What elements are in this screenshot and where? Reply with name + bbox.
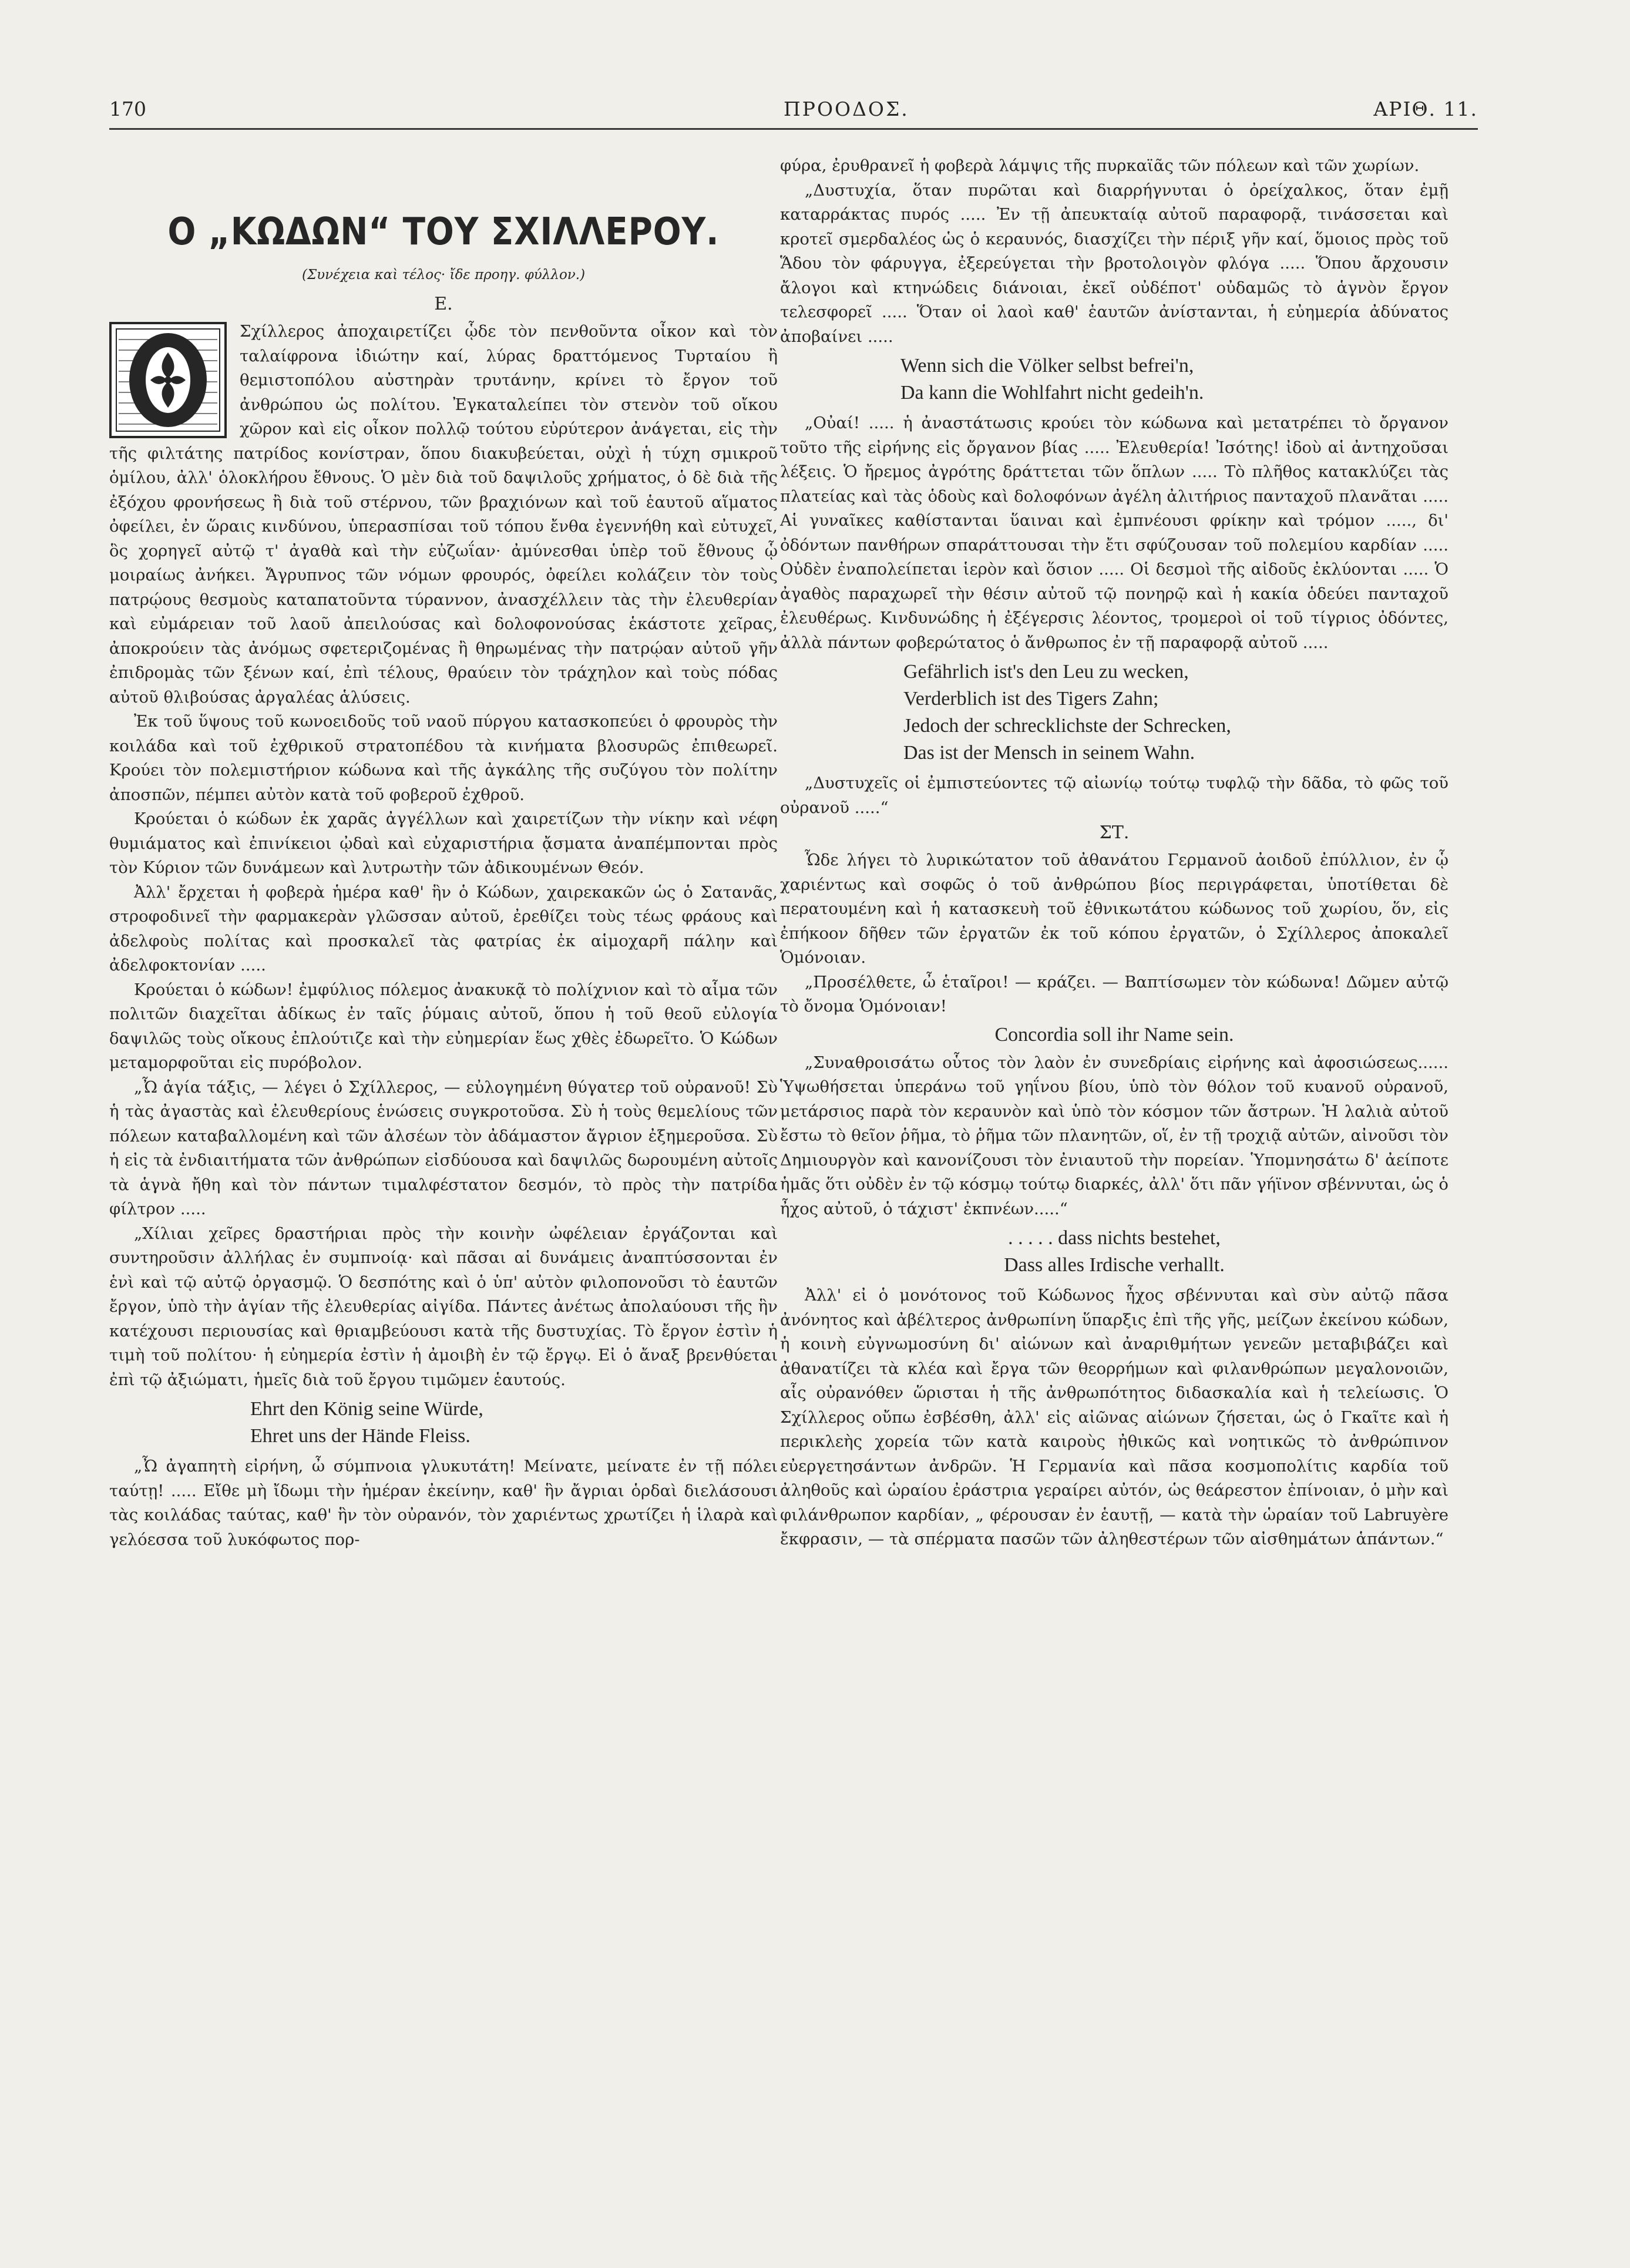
german-verse	[780, 1225, 1448, 1279]
paragraph: „Συναθροισάτω οὗτος τὸν λαὸν ἐν συνεδρίαις εἰρήνης καὶ ἀφοσιώσεως...... Ὑψωθήσεται ὑπεράνω τοῦ γηΐνου βίου, ὑπὸ τὸν θόλον τοῦ κυανοῦ οὐρανοῦ, μετάρσιος παρὰ τὸν κεραυνὸν καὶ ὑπὸ τὸν κόσμον τῶν ἄστρων. Ἡ λαλιὰ αὐτοῦ ἔστω τὸ θεῖον ῥῆμα, τὸ ῥῆμα τῶν πλανητῶν, οἵ, ἐν τῇ τροχιᾷ αὐτῶν, αἰνοῦσι τὸν Δημιουργὸν καὶ κανονίζουσι τὸν ἐνιαυτοῦ τὴν πορείαν. Ὑπομνησάτω δ' ἀείποτε ἡμᾶς ὅτι οὐδὲν ἐν τῷ κόσμῳ τούτῳ διαρκές, ἀλλ' ὅτι πᾶν γήϊνον σβέννυται, ὡς ὁ ἦχος αὐτοῦ, ὁ τάχιστ' ἐκπνέων.....“	[780, 1053, 1448, 1218]
verse-line: Dass alles Irdische verhallt.	[1004, 1254, 1225, 1276]
paragraph: φύρα, ἐρυθρανεῖ ἡ φοβερὰ λάμψις τῆς πυρκαϊᾶς τῶν πόλεων καὶ τῶν χωρίων.	[780, 156, 1420, 175]
verse-line: Da kann die Wohlfahrt nicht gedeih'n.	[900, 382, 1204, 404]
paragraph: „Δυστυχεῖς οἱ ἐμπιστεύοντες τῷ αἰωνίῳ τούτῳ τυφλῷ τὴν δᾶδα, τὸ φῶς τοῦ οὐρανοῦ .....“	[780, 774, 1448, 817]
issue-number: ΑΡΙΘ. 11.	[1373, 98, 1478, 120]
verse-line: Ehret uns der Hände Fleiss.	[250, 1425, 470, 1447]
journal-title: ΠΡΟΟΔΟΣ.	[784, 98, 909, 120]
right-column	[780, 154, 1448, 1552]
paragraph: „Ὦ ἁγία τάξις, — λέγει ὁ Σχίλλερος, — εὐλογημένη θύγατερ τοῦ οὐρανοῦ! Σὺ ἡ τὰς ἀγαστὰς καὶ ἐλευθερίους ἑνώσεις συγκροτοῦσα. Σὺ ἡ τοὺς θεμελίους τῶν πόλεων καταβαλλομένη καὶ τῶν ἀλσέων τὸν ἀδάμαστον ἄγριον ἐξημεροῦσα. Σὺ ἡ εἰς τὰ ἐνδιαιτήματα τῶν ἀνθρώπων εἰσδύουσα καὶ δαψιλῶς δωρουμένη αὐτοῖς τὰ ἁγνὰ ἤθη καὶ τὸν πάντων τιμαλφέστατον δεσμόν, τὸ πρὸς τὴν πατρίδα φίλτρον .....	[109, 1077, 778, 1218]
verse-line: Das ist der Mensch in seinem Wahn.	[903, 742, 1195, 764]
paragraph: Ὧδε λήγει τὸ λυρικώτατον τοῦ ἀθανάτου Γερμανοῦ ἀοιδοῦ ἐπύλλιον, ἐν ᾧ χαριέντως καὶ σοφῶς ὁ τοῦ ἀνθρώπου βίος περιγράφεται, ὑποτίθεται δὲ περατουμένη καὶ ἡ κατασκευὴ τοῦ ἐθνικωτάτου κώδωνος τοῦ χωρίου, ὅν, εἰς ἐπήκοον δῆθεν τῶν ἐργατῶν ἐκ τοῦ κόπου ἐργατῶν, ὁ Σχίλλερος ἀποκαλεῖ Ὁμόνοιαν.	[780, 851, 1448, 967]
verse-line: Jedoch der schrecklichste der Schrecken,	[903, 715, 1231, 737]
german-verse	[780, 658, 1448, 767]
paragraph: Ἀλλ' ἔρχεται ἡ φοβερὰ ἡμέρα καθ' ἣν ὁ Κώδων, χαιρεκακῶν ὡς ὁ Σατανᾶς, στροφοδινεῖ τὴν φαρμακερὰν γλῶσσαν αὐτοῦ, ἐρεθίζει τοὺς τέως φράους καὶ ἀδελφοὺς πολίτας καὶ προσκαλεῖ τὰς φατρίας ἐκ αἱμοχαρῆ πάλην καὶ ἀδελφοκτονίαν .....	[109, 882, 778, 975]
verse-line: Gefährlich ist's den Leu zu wecken,	[903, 661, 1189, 683]
paragraph: Ἐκ τοῦ ὕψους τοῦ κωνοειδοῦς τοῦ ναοῦ πύργου κατασκοπεύει ὁ φρουρὸς τὴν κοιλάδα καὶ τοῦ ἐχθρικοῦ στρατοπέδου τὰ κινήματα βλοσυρῶς ἐπιθεωρεῖ. Κρούει τὸν πολεμιστήριον κώδωνα καὶ τῆς ἀγκάλης τῆς συζύγου τὸν πολίτην ἀποσπῶν, πέμπει αὐτὸν κατὰ τοῦ φοβεροῦ ἐχθροῦ.	[109, 712, 778, 804]
page-number: 170	[109, 98, 146, 120]
ornamental-initial-omicron-icon	[109, 322, 227, 438]
paragraph: „Δυστυχία, ὅταν πυρῶται καὶ διαρρήγνυται ὁ ὀρείχαλκος, ὅταν ἐμῇ καταρράκτας πυρός ..... Ἐν τῇ ἀπευκταίᾳ αὐτοῦ παραφορᾷ, τινάσσεται καὶ κροτεῖ σμερδαλέος ὡς ὁ κεραυνός, διασχίζει τὴν πέριξ γῆν καί, ὅμοιος πρὸς τοῦ Ἅδου τὸν φάρυγγα, ἐξερεύγεται τὴν βροτολοιγὸν φλόγα ..... Ὅπου ἄρχουσιν ἄλογοι καὶ κτηνώδεις διάνοιαι, ἐκεῖ οὐδέποτ' οὐδαμῶς τὸ ἁγνὸν ἔργον τελεσφορεῖ ..... Ὅταν οἱ λαοὶ καθ' ἑαυτῶν ἀνίστανται, ἡ εὐημερία ἀδύνατος ἀποβαίνει .....	[780, 180, 1448, 346]
paragraph: Κρούεται ὁ κώδων ἐκ χαρᾶς ἀγγέλλων καὶ χαιρετίζων τὴν νίκην καὶ νέφη θυμιάματος καὶ ἐπινίκειοι ᾠδαὶ καὶ εὐχαριστήρια ᾄσματα ἀναπέμπονται πρὸς τὸν Κύριον τῶν δυνάμεων καὶ λυτρωτὴν τῶν ἀδικουμένων Θεόν.	[109, 809, 778, 877]
section-heading-e: Ε.	[434, 294, 453, 314]
verse-line: . . . . . dass nichts bestehet,	[1008, 1227, 1221, 1249]
paragraph: „Χίλιαι χεῖρες δραστήριαι πρὸς τὴν κοινὴν ὠφέλειαν ἐργάζονται καὶ συντηροῦσιν ἀλλήλας ἐν συμπνοίᾳ· καὶ πᾶσαι αἱ δυνάμεις ἀναπτύσσονται ἐν ἑνὶ καὶ τῷ αὐτῷ ὀργασμῷ. Ὁ δεσπότης καὶ ὁ ὑπ' αὐτὸν φιλοπονοῦσι τὸ ἑαυτῶν ἔργον, ὑπὸ τὴν ἁγίαν τῆς ἐλευθερίας αἰγίδα. Πάντες ἀνέτως ἀπολαύουσι τῆς ἣν κατέχουσι περιουσίας καὶ θριαμβεύουσι κατὰ τῆς δυστυχίας. Τὸ ἔργον ἐστὶν ἡ τιμὴ τοῦ πολίτου· ἡ εὐημερία ἐστὶν ἡ ἀμοιβὴ ἐν τῷ ἔργῳ. Εἰ ὁ ἄναξ βρενθύεται ἐπὶ τῷ ἀξιώματι, ἡμεῖς διὰ τοῦ ἔργου τιμῶμεν ἑαυτούς.	[109, 1224, 778, 1389]
running-header	[109, 93, 1478, 127]
verse-line: Verderblich ist des Tigers Zahn;	[903, 688, 1159, 710]
article-subtitle: (Συνέχεια καὶ τέλος· ἴδε προηγ. φύλλον.)	[301, 267, 586, 283]
verse-line: Ehrt den König seine Würde,	[250, 1398, 483, 1420]
article-title: Ο „ΚΩΔΩΝ“ ΤΟΥ ΣΧΙΛΛΕΡΟΥ.	[167, 210, 720, 254]
german-verse	[109, 1396, 778, 1450]
german-verse-concordia: Concordia soll ihr Name sein.	[994, 1023, 1234, 1046]
verse-line: Wenn sich die Völker selbst befrei'n,	[900, 355, 1194, 377]
header-rule	[109, 128, 1478, 130]
section-heading-st: ΣΤ.	[1099, 822, 1130, 843]
paragraph: „Προσέλθετε, ὦ ἑταῖροι! — κράζει. — Βαπτίσωμεν τὸν κώδωνα! Δῶμεν αὐτῷ τὸ ὄνομα Ὁμόνοιαν!	[780, 972, 1448, 1016]
paragraph: „Οὐαί! ..... ἡ ἀναστάτωσις κρούει τὸν κώδωνα καὶ μετατρέπει τὸ ὄργανον τοῦτο τῆς εἰρήνης εἰς ὄργανον βίας ..... Ἐλευθερία! Ἰσότης! ἰδοὺ αἱ ἀντηχοῦσαι λέξεις. Ὁ ἤρεμος ἀγρότης δράττεται τῶν ὅπλων ..... Τὸ πλῆθος κατακλύζει τὰς πλατείας καὶ τὰς ὁδοὺς καὶ δολοφόνων ἀγέλη ἀλιτήριος πανταχοῦ πλανᾶται ..... Αἱ γυναῖκες καθίστανται ὕαιναι καὶ ἐμπνέουσι φρίκην καὶ τρόμον ....., δι' ὀδόντων πανθήρων σπαράττουσαι τὴν ἔτι σφύζουσαν τοῦ πολεμίου καρδίαν ..... Οὐδὲν ἐναπολείπεται ἱερὸν καὶ ὅσιον ..... Οἱ δεσμοὶ τῆς αἰδοῦς ἐκλύονται ..... Ὁ ἀγαθὸς παραχωρεῖ τὴν θέσιν αὐτοῦ τῷ πονηρῷ καὶ ἡ κακία ὁδεύει πανταχοῦ ἐλευθέρως. Κινδυνώδης ἡ ἐξέγερσις λέοντος, τρομεροὶ οἱ τοῦ τίγριος ὀδόντες, ἀλλὰ πάντων φοβερώτατος ὁ ἄνθρωπος ἐν τῇ παραφορᾷ αὐτοῦ .....	[780, 414, 1448, 652]
paragraph: „Ὦ ἀγαπητὴ εἰρήνη, ὦ σύμπνοια γλυκυτάτη! Μείνατε, μείνατε ἐν τῇ πόλει ταύτῃ! ..... Εἴθε μὴ ἴδωμι τὴν ἡμέραν ἐκείνην, καθ' ἣν ἄγριαι ὁρδαὶ διελάσουσι τὰς κοιλάδας ταύτας, καθ' ἣν τὸν οὐρανόν, τὸν χαριέντως χρωτίζει ἡ ἱλαρὰ καὶ γελόεσσα τοῦ λυκόφωτος πορ-	[109, 1457, 778, 1549]
paragraph: Σχίλλερος ἀποχαιρετίζει ᾧδε τὸν πενθοῦντα οἶκον καὶ τὸν ταλαίφρονα ἰδιώτην καί, λύρας δραττόμενος Τυρταίου ἢ θεμιστοπόλου αὐστηρὰν τρυτάνην, κρίνει τὸ ἔργον τοῦ ἀνθρώπου ὡς πολίτου. Ἐγκαταλείπει τὸν στενὸν τοῦ οἴκου χῶρον καὶ εἰς οἶκον πολλῷ τούτου εὐρύτερον ἀνάγεται, εἰς τὴν τῆς φιλτάτης πατρίδος κονίστραν, ὅπου διακυβεύεται, οὐχὶ ἡ τύχη σμικροῦ ὁμίλου, ἀλλ' ὁλοκλήρου ἔθνους. Ὁ μὲν διὰ τοῦ δαψιλοῦς χρήματος, ὁ δὲ διὰ τῆς ἐξόχου φρονήσεως ἢ διὰ τοῦ στέρνου, τῶν βραχιόνων καὶ τοῦ ἑαυτοῦ αἵματος ὀφείλει, ἐν ὥραις κινδύνου, ὑπερασπίσαι τοῦ τόπου ἔνθα ἐγεννήθη καὶ εὐτυχεῖ, ὃς χορηγεῖ αὐτῷ τ' ἀγαθὰ καὶ τὴν εὐζωΐαν· ἀμύνεσθαι ὑπὲρ τοῦ ἔθνους ᾧ μοιραίως ἀνήκει. Ἄγρυπνος τῶν νόμων φρουρός, ὀφείλει κολάζειν τὸν τοὺς πατρῴους θεσμοὺς καταπατοῦντα τύραννον, ἀνασχέλλειν τὰς τὴν ἐλευθερίαν καὶ εὐμάρειαν τοῦ λαοῦ ἀπειλούσας καὶ δολοφονούσας ἑκάστοτε χεῖρας, ἀποκρούειν τὰς ἀνόμως σφετεριζομένας ἢ θηρωμένας τὴν πατρῴαν αὐτοῦ γῆν ἐπιδρομὰς τῶν ξένων καί, ἐπὶ τέλους, θραύειν τὸν τράχηλον καὶ τοὺς πόδας αὐτοῦ θλιβούσας ἀργαλέας ἁλύσεις.	[109, 322, 778, 707]
german-verse	[780, 352, 1448, 406]
left-column	[109, 154, 778, 1552]
paragraph: Κρούεται ὁ κώδων! ἐμφύλιος πόλεμος ἀνακυκᾷ τὸ πολίχνιον καὶ τὸ αἷμα τῶν πολιτῶν διαχεῖται ἀδίκως ἐν ταῖς ῥύμαις αὐτοῦ, ὅπου ἡ τοῦ θεοῦ εὐλογία δαψιλῶς τοὺς οἴκους ἐπλούτιζε καὶ τὴν εὐημερίαν ἕως χθὲς ἐδωρεῖτο. Ὁ Κώδων μεταμορφοῦται εἰς πυρόβολον.	[109, 980, 778, 1072]
paragraph: Ἀλλ' εἰ ὁ μονότονος τοῦ Κώδωνος ἦχος σβέννυται καὶ σὺν αὐτῷ πᾶσα ἀνόνητος καὶ ἀβέλτερος ἀνθρωπίνη ὕπαρξις ἐπὶ τῆς γῆς, μείζων ἐκείνου κώδων, ἡ κοινὴ εὐγνωμοσύνη δι' αἰώνων καὶ ἀναριθμήτων γενεῶν μεταβιβάζει καὶ ἀθανατίζει τὰ κλέα καὶ ἔργα τῶν θεορρήμων καὶ φιλανθρώπων μεγαλονοιῶν, αἷς οὐρανόθεν ὥρισται ἡ τῆς ἀνθρωπότητος διδασκαλία καὶ ἡ τελείωσις. Ὁ Σχίλλερος οὔπω ἐσβέσθη, ἀλλ' εἰς αἰῶνας αἰώνων ζήσεται, ὡς ὁ Γκαῖτε καὶ ἡ περικλεὴς χορεία τῶν κατὰ καιροὺς ἠθικῶς καὶ νοητικῶς τὸ ἀνθρώπινον εὐεργετησάντων ἀνδρῶν. Ἡ Γερμανία καὶ πᾶσα κοσμοπολίτις καρδία τοῦ ἀληθοῦς καὶ ὡραίου ἐράστρια γεραίρει αὐτόν, ὡς θεάρεστον ἐπίνοιαν, ὁ μὴν καὶ φιλάνθρωπον καρδίαν, „ φέρουσαν ἐν ἑαυτῇ, — κατὰ τὴν ὡραίαν τοῦ Labruyère ἔκφρασιν, — τὰ σπέρματα πασῶν τῶν ἀληθεστέρων τῶν αἰσθημάτων ἁπάντων.“	[780, 1286, 1448, 1548]
